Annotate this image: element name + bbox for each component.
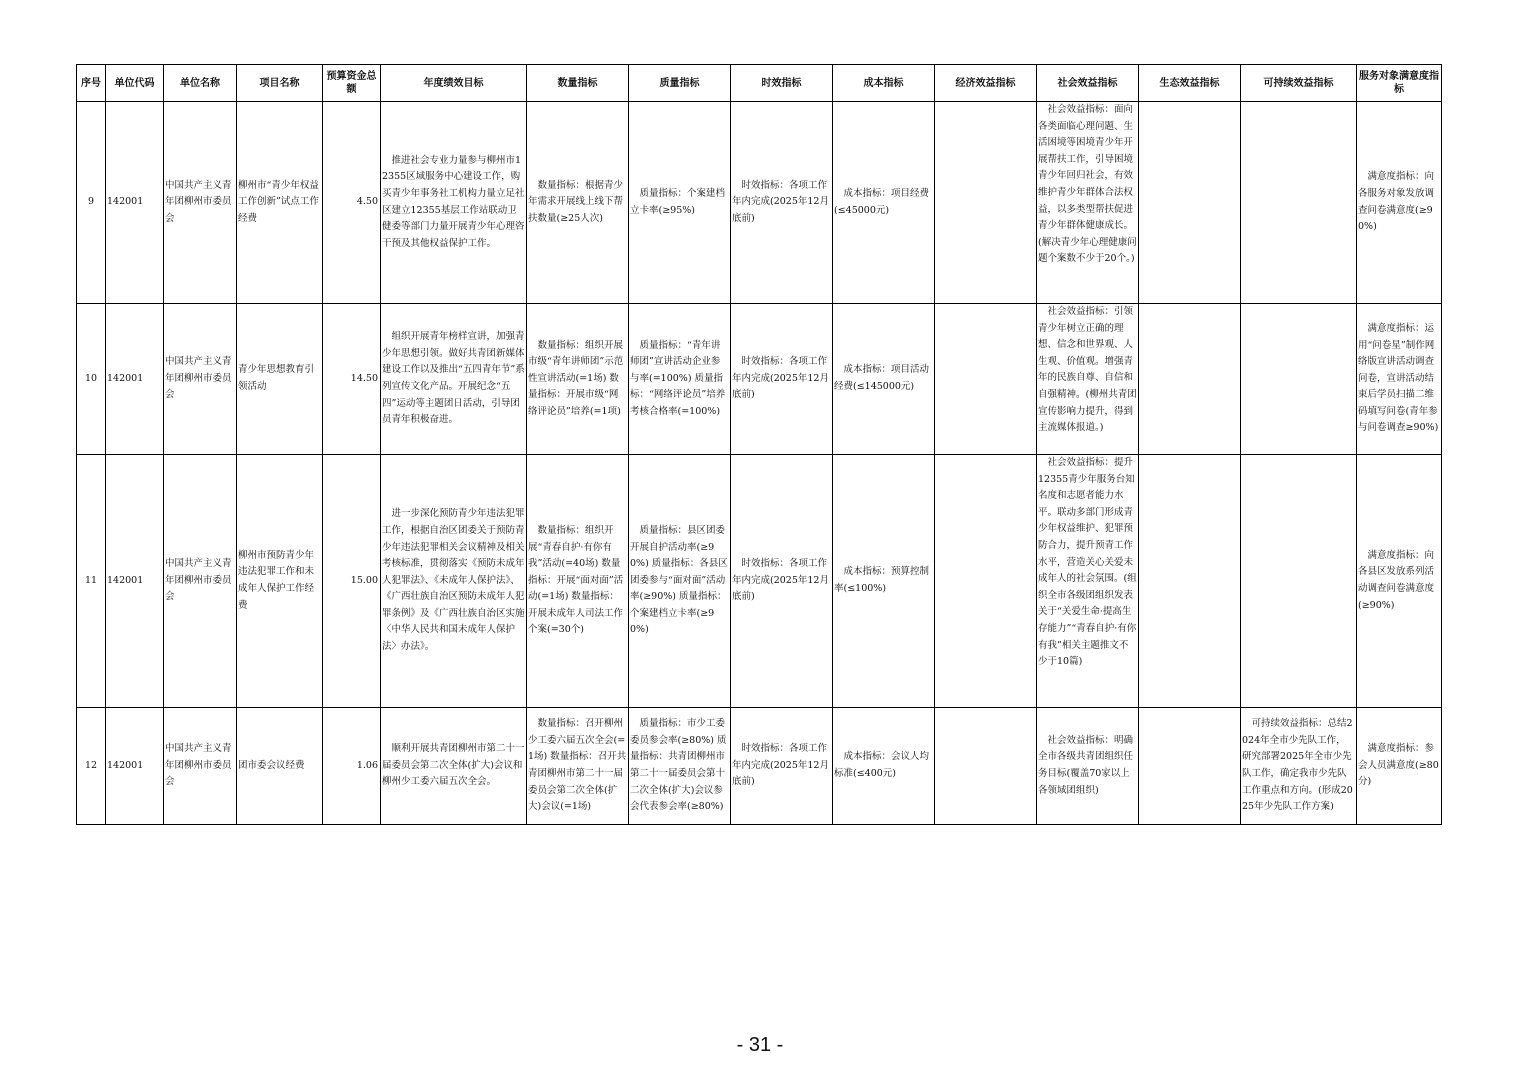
cell-social: 社会效益指标：面向各类面临心理问题、生活困境等困境青少年开展帮扶工作，引导困境青少年回归社会，有效维护青少年群体合法权益，以多类型帮扶促进青少年群体健康成长。(解决青少年心理健康问题个案数不少于20个。) xyxy=(1037,102,1139,304)
cell-social: 社会效益指标：明确全市各级共青团组织任务目标(覆盖70家以上各领域团组织) xyxy=(1037,708,1139,825)
cell-quality: 质量指标：县区团委开展自护活动率(≥90%) 质量指标：各县区团委参与“面对面”活动率(≥90%) 质量指标：个案建档立卡率(≥90%) xyxy=(629,455,731,708)
cell-timeliness: 时效指标：各项工作年内完成(2025年12月底前) xyxy=(731,102,833,304)
performance-table xyxy=(76,64,1442,825)
header-satisfaction: 服务对象满意度指标 xyxy=(1357,65,1442,102)
header-timeliness: 时效指标 xyxy=(731,65,833,102)
cell-sustainable xyxy=(1241,304,1357,455)
cell-sustainable: 可持续效益指标：总结2024年全市少先队工作，研究部署2025年全市少先队工作，确定我市少先队工作重点和方向。(形成2025年少先队工作方案) xyxy=(1241,708,1357,825)
cell-timeliness: 时效指标：各项工作年内完成(2025年12月底前) xyxy=(731,455,833,708)
cell-social: 社会效益指标：引领青少年树立正确的理想、信念和世界观、人生观、价值观。增强青年的民族自尊、自信和自强精神。(柳州共青团宣传影响力提升，得到主流媒体报道。) xyxy=(1037,304,1139,455)
cell-cost: 成本指标：预算控制率(≤100%) xyxy=(833,455,935,708)
cell-project: 青少年思想教育引领活动 xyxy=(237,304,323,455)
cell-satisfaction: 满意度指标：运用“问卷星”制作网络版宣讲活动调查问卷，宣讲活动结束后学员扫描二维码填写问卷(青年参与问卷调查≥90%) xyxy=(1357,304,1442,455)
cell-unit: 中国共产主义青年团柳州市委员会 xyxy=(164,708,237,825)
cell-goal: 组织开展青年榜样宣讲，加强青少年思想引领。做好共青团新媒体建设工作以及推出“五四青年节”系列宣传文化产品。开展纪念“五四”运动等主题团日活动，引导团员青年积极奋进。 xyxy=(381,304,527,455)
header-quality: 质量指标 xyxy=(629,65,731,102)
cell-timeliness: 时效指标：各项工作年内完成(2025年12月底前) xyxy=(731,708,833,825)
header-project: 项目名称 xyxy=(237,65,323,102)
cell-quality: 质量指标：个案建档立卡率(≥95%) xyxy=(629,102,731,304)
table-row xyxy=(77,304,1442,455)
cell-satisfaction: 满意度指标：参会人员满意度(≥80分) xyxy=(1357,708,1442,825)
cell-sustainable xyxy=(1241,102,1357,304)
cell-economic xyxy=(935,304,1037,455)
cell-seq: 11 xyxy=(77,455,106,708)
cell-quantity: 数量指标：根据青少年需求开展线上线下帮扶数量(≥25人次) xyxy=(527,102,629,304)
cell-social: 社会效益指标：提升12355青少年服务台知名度和志愿者能力水平。联动多部门形成青少年权益维护、犯罪预防合力，提升预青工作水平，营造关心关爱未成年人的社会氛围。(组织全市各级团组织发表关于“关爱生命·提高生存能力”“青春自护·有你有我”相关主题推文不少于10篇) xyxy=(1037,455,1139,708)
cell-economic xyxy=(935,455,1037,708)
cell-quantity: 数量指标：组织开展“青春自护·有你有我”活动(=40场) 数量指标：开展“面对面”活动(=1场) 数量指标：开展未成年人司法工作个案(=30个) xyxy=(527,455,629,708)
cell-ecological xyxy=(1139,304,1241,455)
header-economic: 经济效益指标 xyxy=(935,65,1037,102)
header-social: 社会效益指标 xyxy=(1037,65,1139,102)
cell-project: 柳州市预防青少年违法犯罪工作和未成年人保护工作经费 xyxy=(237,455,323,708)
cell-code: 142001 xyxy=(106,455,164,708)
cell-ecological xyxy=(1139,708,1241,825)
cell-sustainable xyxy=(1241,455,1357,708)
cell-cost: 成本指标：项目经费(≤45000元) xyxy=(833,102,935,304)
cell-satisfaction: 满意度指标：向各服务对象发放调查问卷满意度(≥90%) xyxy=(1357,102,1442,304)
cell-quality: 质量指标：市少工委委员参会率(≥80%) 质量指标：共青团柳州市第二十一届委员会第十二次全体(扩大)会议参会代表参会率(≥80%) xyxy=(629,708,731,825)
cell-seq: 9 xyxy=(77,102,106,304)
cell-project: 柳州市“青少年权益工作创新”试点工作经费 xyxy=(237,102,323,304)
cell-unit: 中国共产主义青年团柳州市委员会 xyxy=(164,455,237,708)
cell-budget: 15.00 xyxy=(323,455,381,708)
header-ecological: 生态效益指标 xyxy=(1139,65,1241,102)
cell-project: 团市委会议经费 xyxy=(237,708,323,825)
cell-ecological xyxy=(1139,455,1241,708)
cell-budget: 4.50 xyxy=(323,102,381,304)
header-seq: 序号 xyxy=(77,65,106,102)
cell-code: 142001 xyxy=(106,708,164,825)
cell-goal: 推进社会专业力量参与柳州市12355区域服务中心建设工作，购买青少年事务社工机构力量立足社区建立12355基层工作站联动卫健委等部门力量开展青少年心理咨干预及其他权益保护工作。 xyxy=(381,102,527,304)
cell-economic xyxy=(935,102,1037,304)
table-row xyxy=(77,455,1442,708)
cell-ecological xyxy=(1139,102,1241,304)
cell-code: 142001 xyxy=(106,102,164,304)
cell-quality: 质量指标：“青年讲师团”宣讲活动企业参与率(=100%) 质量指标：“网络评论员”培养考核合格率(=100%) xyxy=(629,304,731,455)
table-row xyxy=(77,102,1442,304)
cell-seq: 10 xyxy=(77,304,106,455)
header-quantity: 数量指标 xyxy=(527,65,629,102)
cell-budget: 1.06 xyxy=(323,708,381,825)
header-sustainable: 可持续效益指标 xyxy=(1241,65,1357,102)
cell-quantity: 数量指标：召开柳州少工委六届五次全会(=1场) 数量指标：召开共青团柳州市第二十一届委员会第二次全体(扩大)会议(=1场) xyxy=(527,708,629,825)
table-row xyxy=(77,708,1442,825)
cell-quantity: 数量指标：组织开展市级“青年讲师团”示范性宣讲活动(=1场) 数量指标：开展市级“网络评论员”培养(=1项) xyxy=(527,304,629,455)
header-goal: 年度绩效目标 xyxy=(381,65,527,102)
cell-satisfaction: 满意度指标：向各县区发放系列活动调查问卷满意度(≥90%) xyxy=(1357,455,1442,708)
header-budget: 预算资金总额 xyxy=(323,65,381,102)
cell-seq: 12 xyxy=(77,708,106,825)
header-row xyxy=(77,65,1442,102)
header-unit: 单位名称 xyxy=(164,65,237,102)
cell-unit: 中国共产主义青年团柳州市委员会 xyxy=(164,102,237,304)
cell-timeliness: 时效指标：各项工作年内完成(2025年12月底前) xyxy=(731,304,833,455)
cell-cost: 成本指标：项目活动经费(≤145000元) xyxy=(833,304,935,455)
cell-goal: 进一步深化预防青少年违法犯罪工作，根据自治区团委关于预防青少年违法犯罪相关会议精神及相关考核标准，贯彻落实《预防未成年人犯罪法》、《未成年人保护法》、《广西壮族自治区预防未成年人犯罪条例》及《广西壮族自治区实施〈中华人民共和国未成年人保护法〉办法》。 xyxy=(381,455,527,708)
cell-cost: 成本指标：会议人均标准(≤400元) xyxy=(833,708,935,825)
header-code: 单位代码 xyxy=(106,65,164,102)
cell-unit: 中国共产主义青年团柳州市委员会 xyxy=(164,304,237,455)
cell-budget: 14.50 xyxy=(323,304,381,455)
cell-code: 142001 xyxy=(106,304,164,455)
cell-economic xyxy=(935,708,1037,825)
header-cost: 成本指标 xyxy=(833,65,935,102)
page-number: - 31 - xyxy=(736,1034,784,1056)
cell-goal: 顺利开展共青团柳州市第二十一届委员会第二次全体(扩大)会议和柳州少工委六届五次全会。 xyxy=(381,708,527,825)
